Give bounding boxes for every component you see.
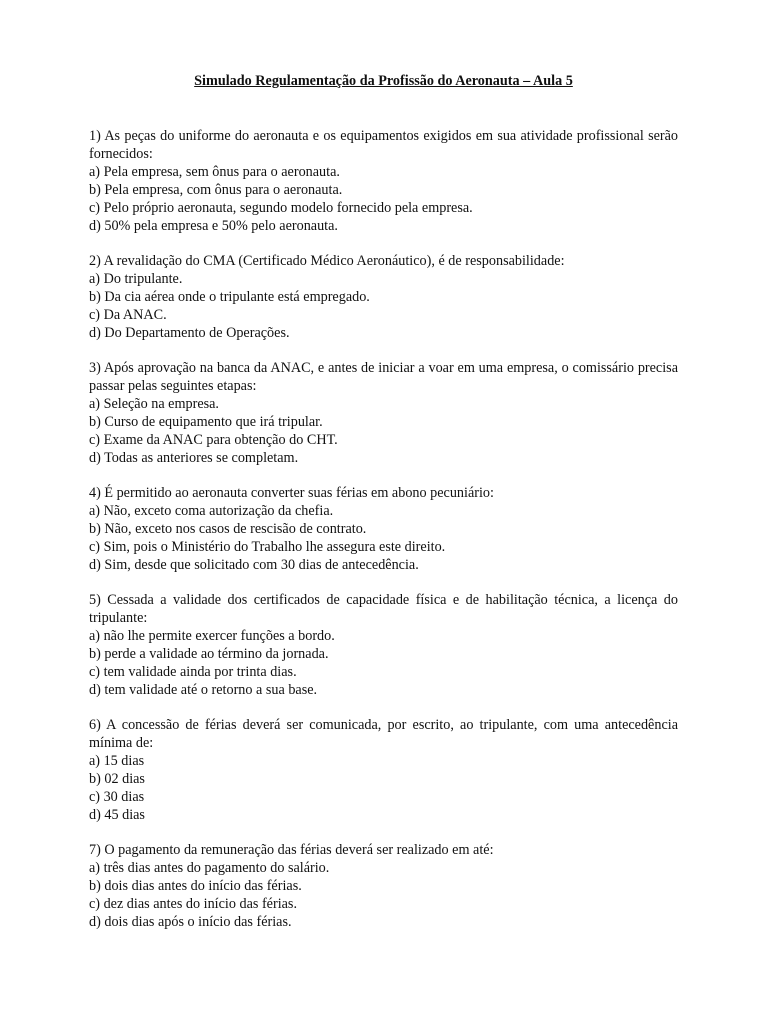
option-c: c) Sim, pois o Ministério do Trabalho lhe assegura este direito. — [89, 539, 446, 555]
option-c: c) Exame da ANAC para obtenção do CHT. — [89, 432, 338, 448]
option-b: b) Pela empresa, com ônus para o aeronauta. — [89, 182, 343, 198]
question-text: 5) Cessada a validade dos certificados de capacidade física e de habilitação técnica, a licença do tripulante: — [89, 592, 678, 626]
option-d: d) tem validade até o retorno a sua base. — [89, 682, 318, 698]
question-text: 2) A revalidação do CMA (Certificado Médico Aeronáutico), é de responsabilidade: — [89, 253, 565, 269]
question-text: 6) A concessão de férias deverá ser comunicada, por escrito, ao tripulante, com uma antecedência mínima de: — [89, 717, 678, 751]
option-c: c) dez dias antes do início das férias. — [89, 896, 298, 912]
document-page — [89, 72, 678, 948]
option-d: d) 45 dias — [89, 807, 145, 823]
option-d: d) 50% pela empresa e 50% pelo aeronauta. — [89, 218, 338, 234]
question-text: 3) Após aprovação na banca da ANAC, e antes de iniciar a voar em uma empresa, o comissário precisa passar pelas seguintes etapas: — [89, 360, 678, 394]
question-6 — [89, 716, 678, 824]
option-a: a) Não, exceto coma autorização da chefia. — [89, 503, 334, 519]
question-3 — [89, 359, 678, 467]
document-title: Simulado Regulamentação da Profissão do Aeronauta – Aula 5 — [194, 73, 573, 89]
option-b: b) Não, exceto nos casos de rescisão de contrato. — [89, 521, 367, 537]
option-d: d) Do Departamento de Operações. — [89, 325, 290, 341]
option-b: b) perde a validade ao término da jornada. — [89, 646, 329, 662]
option-c: c) Da ANAC. — [89, 307, 167, 323]
option-b: b) 02 dias — [89, 771, 145, 787]
question-2 — [89, 252, 678, 342]
option-d: d) dois dias após o início das férias. — [89, 914, 292, 930]
question-text: 1) As peças do uniforme do aeronauta e os equipamentos exigidos em sua atividade profissional serão fornecidos: — [89, 128, 678, 162]
option-d: d) Todas as anteriores se completam. — [89, 450, 299, 466]
option-c: c) tem validade ainda por trinta dias. — [89, 664, 297, 680]
question-text: 7) O pagamento da remuneração das férias deverá ser realizado em até: — [89, 842, 494, 858]
option-d: d) Sim, desde que solicitado com 30 dias de antecedência. — [89, 557, 419, 573]
question-5 — [89, 591, 678, 699]
question-1 — [89, 127, 678, 235]
option-a: a) 15 dias — [89, 753, 145, 769]
option-a: a) Do tripulante. — [89, 271, 183, 287]
question-7 — [89, 841, 678, 931]
option-b: b) Da cia aérea onde o tripulante está empregado. — [89, 289, 370, 305]
option-b: b) Curso de equipamento que irá tripular. — [89, 414, 323, 430]
option-c: c) Pelo próprio aeronauta, segundo modelo fornecido pela empresa. — [89, 200, 473, 216]
question-4 — [89, 484, 678, 574]
option-c: c) 30 dias — [89, 789, 145, 805]
option-b: b) dois dias antes do início das férias. — [89, 878, 302, 894]
option-a: a) Seleção na empresa. — [89, 396, 219, 412]
option-a: a) três dias antes do pagamento do salário. — [89, 860, 330, 876]
option-a: a) Pela empresa, sem ônus para o aeronauta. — [89, 164, 340, 180]
option-a: a) não lhe permite exercer funções a bordo. — [89, 628, 335, 644]
question-text: 4) É permitido ao aeronauta converter suas férias em abono pecuniário: — [89, 485, 494, 501]
